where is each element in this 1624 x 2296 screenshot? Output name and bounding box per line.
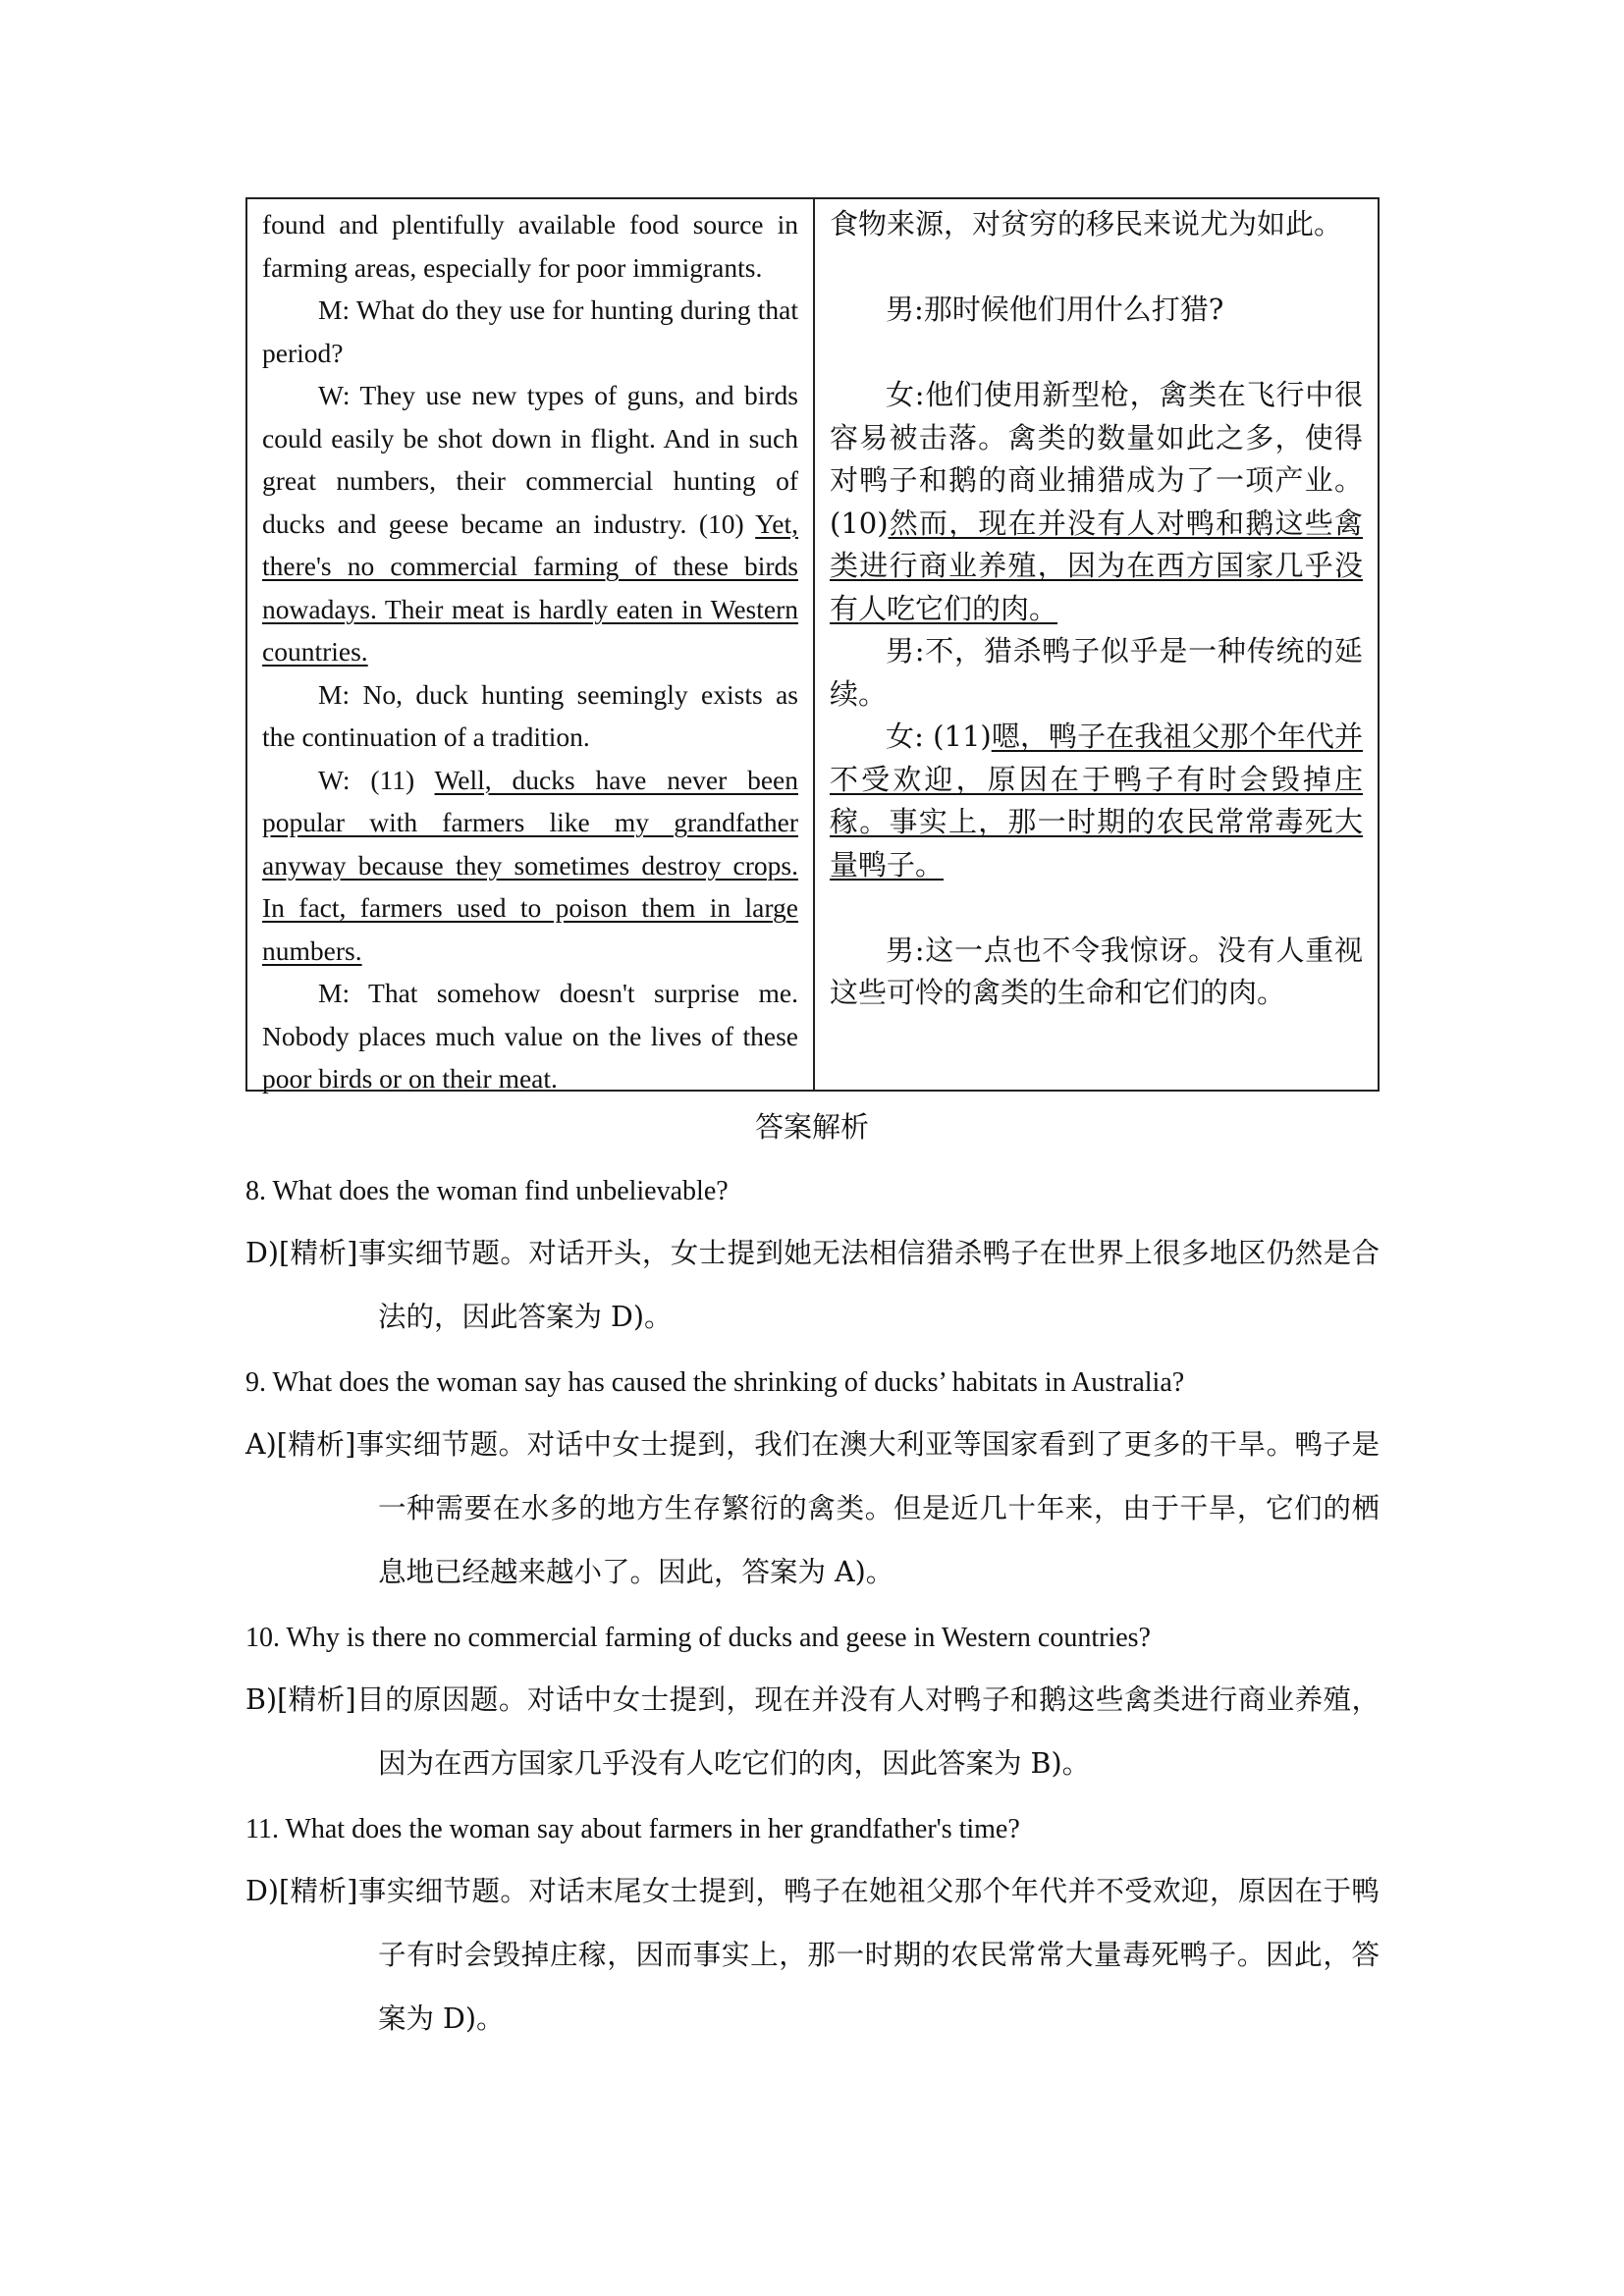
english-paragraph: found and plentifully available food source in farming areas, especially for poor immigrants. — [262, 209, 798, 283]
english-paragraph: M: What do they use for hunting during that period? — [262, 294, 798, 368]
underlined-answer-text: 嗯，鸭子在我祖父那个年代并不受欢迎，原因在于鸭子有时会毁掉庄稼。事实上，那一时期的农民常常毒死大量鸭子。 — [830, 720, 1363, 881]
answer-explanation: A)[精析]事实细节题。对话中女士提到，我们在澳大利亚等国家看到了更多的干旱。鸭子是一种需要在水多的地方生存繁衍的禽类。但是近几十年来，由于干旱，它们的栖息地已经越来越小了。因此，答案为 A)。 — [245, 1428, 1380, 1588]
chinese-paragraph: 食物来源，对贫穷的移民来说尤为如此。 — [830, 207, 1343, 240]
english-transcript-column — [247, 199, 815, 1094]
question-text: 8. What does the woman find unbelievable? — [245, 1176, 729, 1206]
question-text: 10. Why is there no commercial farming of ducks and geese in Western countries? — [245, 1623, 1151, 1653]
answer-explanation: D)[精析]事实细节题。对话末尾女士提到，鸭子在她祖父那个年代并不受欢迎，原因在于鸭子有时会毁掉庄稼，因而事实上，那一时期的农民常常大量毒死鸭子。因此，答案为 D)。 — [245, 1875, 1380, 2035]
chinese-paragraph: 男:这一点也不令我惊讶。没有人重视这些可怜的禽类的生命和它们的肉。 — [830, 933, 1363, 1009]
paragraph-text: 女: (11) — [886, 720, 992, 753]
underlined-answer-text: 然而，现在并没有人对鸭和鹅这些禽类进行商业养殖，因为在西方国家几乎没有人吃它们的肉。 — [830, 506, 1363, 625]
transcript-table — [245, 197, 1380, 1092]
question-block — [245, 1172, 1380, 1349]
chinese-paragraph: 男:不，猎杀鸭子似乎是一种传统的延续。 — [830, 634, 1363, 711]
chinese-paragraph — [830, 716, 1363, 886]
paragraph-text: 女:他们使用新型枪，禽类在飞行中很容易被击落。禽类的数量如此之多，使得对鸭子和鹅的商业捕猎成为了一项产业。(10) — [830, 378, 1363, 540]
underlined-answer-text: Yet, there's no commercial farming of these birds nowadays. Their meat is hardly eaten in Western countries. — [262, 507, 798, 667]
question-block — [245, 1619, 1380, 1795]
underlined-answer-text: Well, ducks have never been popular with farmers like my grandfather anyway because they sometimes destroy crops. In fact, farmers used to poison them in large numbers. — [262, 764, 798, 966]
spacer — [830, 332, 1363, 375]
english-paragraph: M: No, duck hunting seemingly exists as the continuation of a tradition. — [262, 678, 798, 752]
english-paragraph — [262, 759, 798, 973]
english-paragraph — [262, 374, 798, 673]
spacer — [830, 886, 1363, 930]
question-text: 9. What does the woman say has caused the shrinking of ducks’ habitats in Australia? — [245, 1367, 1185, 1398]
answer-heading: 答案解析 — [754, 1110, 869, 1144]
answer-explanation: B)[精析]目的原因题。对话中女士提到，现在并没有人对鸭子和鹅这些禽类进行商业养殖，因为在西方国家几乎没有人吃它们的肉，因此答案为 B)。 — [245, 1683, 1380, 1780]
paragraph-text: W: (11) — [318, 764, 435, 795]
chinese-translation-column — [815, 199, 1378, 1090]
spacer — [830, 246, 1363, 290]
paragraph-text: W: They use new types of guns, and birds could easily be shot down in flight. And in such great numbers, their commercial hunting of ducks and geese became an industry. (10) — [262, 380, 798, 539]
answer-explanation: D)[精析]事实细节题。对话开头，女士提到她无法相信猎杀鸭子在世界上很多地区仍然是合法的，因此答案为 D)。 — [245, 1237, 1380, 1333]
question-text: 11. What does the woman say about farmers in her grandfather's time? — [245, 1814, 1020, 1844]
chinese-paragraph: 男:那时候他们用什么打猎? — [886, 293, 1224, 326]
question-block — [245, 1363, 1380, 1604]
chinese-paragraph — [830, 374, 1363, 630]
question-block — [245, 1810, 1380, 2051]
english-paragraph: M: That somehow doesn't surprise me. Nobody places much value on the lives of these poor birds or on their meat. — [262, 978, 798, 1094]
